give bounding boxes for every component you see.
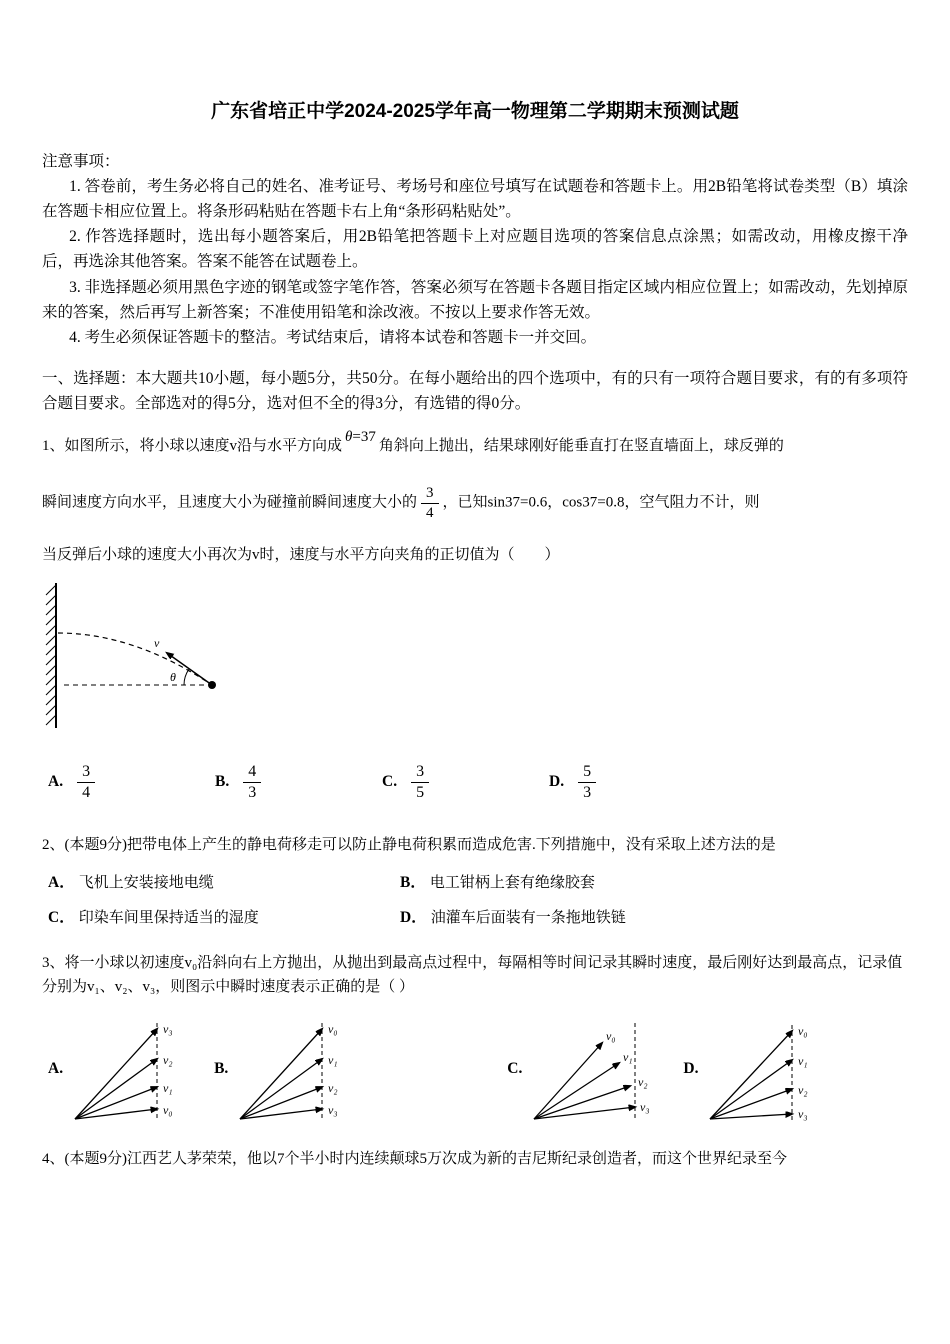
- vector-label: v₁: [623, 1049, 633, 1064]
- question-1: [42, 429, 908, 803]
- note-item-4: 4. 考生必须保证答题卡的整洁。考试结束后，请将本试卷和答题卡一并交回。: [69, 328, 597, 346]
- notes-header: 注意事项：: [42, 153, 120, 170]
- q1-option-b-den: 3: [248, 783, 257, 801]
- vector-diagram-d: [702, 1013, 827, 1125]
- q1-option-c-letter: C.: [382, 773, 398, 791]
- q2-option-c: [48, 905, 400, 927]
- q1-option-d-letter: D.: [549, 773, 565, 791]
- trajectory-curve: [58, 633, 212, 685]
- q1-theta-formula: [342, 425, 379, 449]
- q3-diagram-d: [683, 1013, 827, 1125]
- q1-option-b-letter: B.: [215, 773, 230, 791]
- question-4-stem: 4、(本题9分)江西艺人茅荣荣，他以7个半小时内连续颠球5万次成为新的吉尼斯纪录创造者，而这个世界纪录至今: [42, 1150, 787, 1167]
- vector-label: v₀: [163, 1102, 173, 1117]
- q2-option-d-letter: D．: [400, 908, 427, 926]
- theta-label: θ: [170, 669, 176, 684]
- q2-options: [42, 870, 908, 927]
- q1-figure: [42, 581, 908, 736]
- q2-option-a: [48, 870, 400, 892]
- q1-option-d-den: 3: [583, 783, 592, 801]
- q3-diagram-c: [507, 1013, 661, 1125]
- q2-option-a-letter: A．: [48, 873, 75, 891]
- q2-option-d-text: 油灌车后面装有一条拖地铁链: [430, 909, 626, 926]
- note-item-1: 1. 答卷前，考生务必将自己的姓名、准考证号、考场号和座位号填写在试题卷和答题卡上。用2B铅笔将试卷类型（B）填涂在答题卡相应位置上。将条形码粘贴在答题卡右上角“条形码粘贴处”。: [42, 178, 908, 221]
- q1-text-1: 1、如图所示，将小球以速度v沿与水平方向成: [42, 438, 343, 455]
- ball: [208, 681, 216, 689]
- projectile-wall-diagram: [44, 581, 229, 731]
- q1-sin-value: =0.6，: [520, 494, 563, 511]
- q1-option-a-num: 3: [77, 762, 95, 783]
- vector-label: v₁: [798, 1053, 808, 1068]
- q2-stem: 2、(本题9分)把带电体上产生的静电荷移走可以防止静电荷积累而造成危害.下列措施中，没有采取上述方法的是: [42, 836, 776, 853]
- q1-ratio-fraction: [421, 484, 439, 523]
- vector-diagram-c: [526, 1013, 661, 1125]
- note-item-2: 2. 作答选择题时，选出每小题答案后，用2B铅笔把答题卡上对应题目选项的答案信息点涂黑；如需改动，用橡皮擦干净后，再选涂其他答案。答案不能答在试题卷上。: [42, 228, 908, 271]
- question-2: [42, 833, 908, 927]
- q2-option-c-text: 印染车间里保持适当的湿度: [78, 909, 259, 926]
- q1-theta-symbol: θ: [345, 429, 353, 446]
- vector-diagram-b: [232, 1013, 357, 1125]
- q1-text-4: ，已知: [442, 494, 488, 511]
- q1-option-d-fraction: [578, 762, 596, 803]
- vector-label: v₂: [638, 1074, 648, 1089]
- vector-label: v₀: [606, 1028, 616, 1043]
- q1-option-a-den: 4: [82, 783, 91, 801]
- q1-text-3: 瞬间速度方向水平，且速度大小为碰撞前瞬间速度大小的: [42, 494, 418, 511]
- q2-option-b-letter: B．: [400, 873, 426, 891]
- q1-option-c-num: 3: [411, 762, 429, 783]
- vector-label: v₀: [328, 1021, 338, 1036]
- q2-option-b-text: 电工钳柄上套有绝缘胶套: [429, 874, 595, 891]
- q3-diagram-b: [214, 1013, 357, 1125]
- notes-section: [42, 149, 908, 350]
- q3-diagram-a: [48, 1013, 192, 1125]
- vector-label: v₀: [798, 1023, 808, 1038]
- q2-option-c-letter: C．: [48, 908, 75, 926]
- q1-option-b-num: 4: [243, 762, 261, 783]
- q3-diagram-b-letter: B.: [214, 1059, 229, 1077]
- q1-stem-line3: 当反弹后小球的速度大小再次为v时，速度与水平方向夹角的正切值为（ ）: [42, 546, 560, 563]
- q1-theta-value: =37: [352, 429, 376, 446]
- wall-hatching: [46, 585, 56, 725]
- vector-diagram-a: [67, 1013, 192, 1125]
- q1-cos-value: =0.8，空气阻力不计，则: [597, 494, 760, 511]
- q3-diagram-a-letter: A.: [48, 1059, 64, 1077]
- q1-option-d-num: 5: [578, 762, 596, 783]
- q1-option-a: [48, 762, 215, 803]
- vector-label: v₃: [798, 1106, 808, 1121]
- question-3: [42, 951, 908, 1125]
- vector-label: v₂: [798, 1082, 808, 1097]
- vector-label: v₃: [163, 1021, 173, 1036]
- q1-option-c-den: 5: [416, 783, 425, 801]
- q2-option-b: [400, 870, 908, 892]
- note-item-3: 3. 非选择题必须用黑色字迹的钢笔或签字笔作答，答案必须写在答题卡各题目指定区域内相应位置上；如需改动，先划掉原来的答案，然后再写上新答案；不准使用铅笔和涂改液。不按以上要求作答无效。: [42, 278, 908, 321]
- q1-option-b: [215, 762, 382, 803]
- q1-ratio-denominator: 4: [426, 504, 434, 521]
- q1-option-b-fraction: [243, 762, 261, 803]
- q1-option-a-fraction: [77, 762, 95, 803]
- q3-diagram-c-letter: C.: [507, 1059, 523, 1077]
- q2-option-a-text: 飞机上安装接地电缆: [78, 874, 214, 891]
- vector-label: v₃: [328, 1102, 338, 1117]
- q3-stem: 3、将一小球以初速度v₀沿斜向右上方抛出，从抛出到最高点过程中，每隔相等时间记录其瞬时速度，最后刚好达到最高点，记录值分别为v₁、v₂、v₃，则图示中瞬时速度表示正确的是（ ）: [42, 954, 903, 995]
- vector-label: v₃: [640, 1099, 650, 1114]
- q1-option-d: [549, 762, 716, 803]
- v-label: v: [154, 635, 160, 650]
- vector-label: v₂: [328, 1080, 338, 1095]
- q1-cos-formula: cos37: [562, 494, 598, 511]
- q1-stem-line2: [42, 484, 908, 523]
- q1-sin-formula: sin37: [487, 494, 521, 511]
- vector-label: v₁: [163, 1080, 173, 1095]
- q1-options: [42, 762, 908, 803]
- page-title: 广东省培正中学2024-2025学年高一物理第二学期期末预测试题: [211, 101, 739, 122]
- vector-label: v₂: [163, 1052, 173, 1067]
- section-one-heading: 一、选择题：本大题共10小题，每小题5分，共50分。在每小题给出的四个选项中，有的只有一项符合题目要求，有的有多项符合题目要求。全部选对的得5分，选对但不全的得3分，有选错的得0分。: [42, 369, 908, 412]
- q1-option-a-letter: A.: [48, 773, 64, 791]
- angle-arc: [184, 668, 189, 684]
- q3-diagrams: [42, 1013, 908, 1125]
- vector-label: v₁: [328, 1052, 338, 1067]
- q2-option-d: [400, 905, 908, 927]
- q1-stem-line1: [42, 429, 908, 458]
- q1-ratio-numerator: 3: [421, 484, 439, 504]
- q1-text-2: 角斜向上抛出，结果球刚好能垂直打在竖直墙面上，球反弹的: [378, 438, 784, 455]
- q1-option-c-fraction: [411, 762, 429, 803]
- q1-option-c: [382, 762, 549, 803]
- q3-diagram-d-letter: D.: [683, 1059, 699, 1077]
